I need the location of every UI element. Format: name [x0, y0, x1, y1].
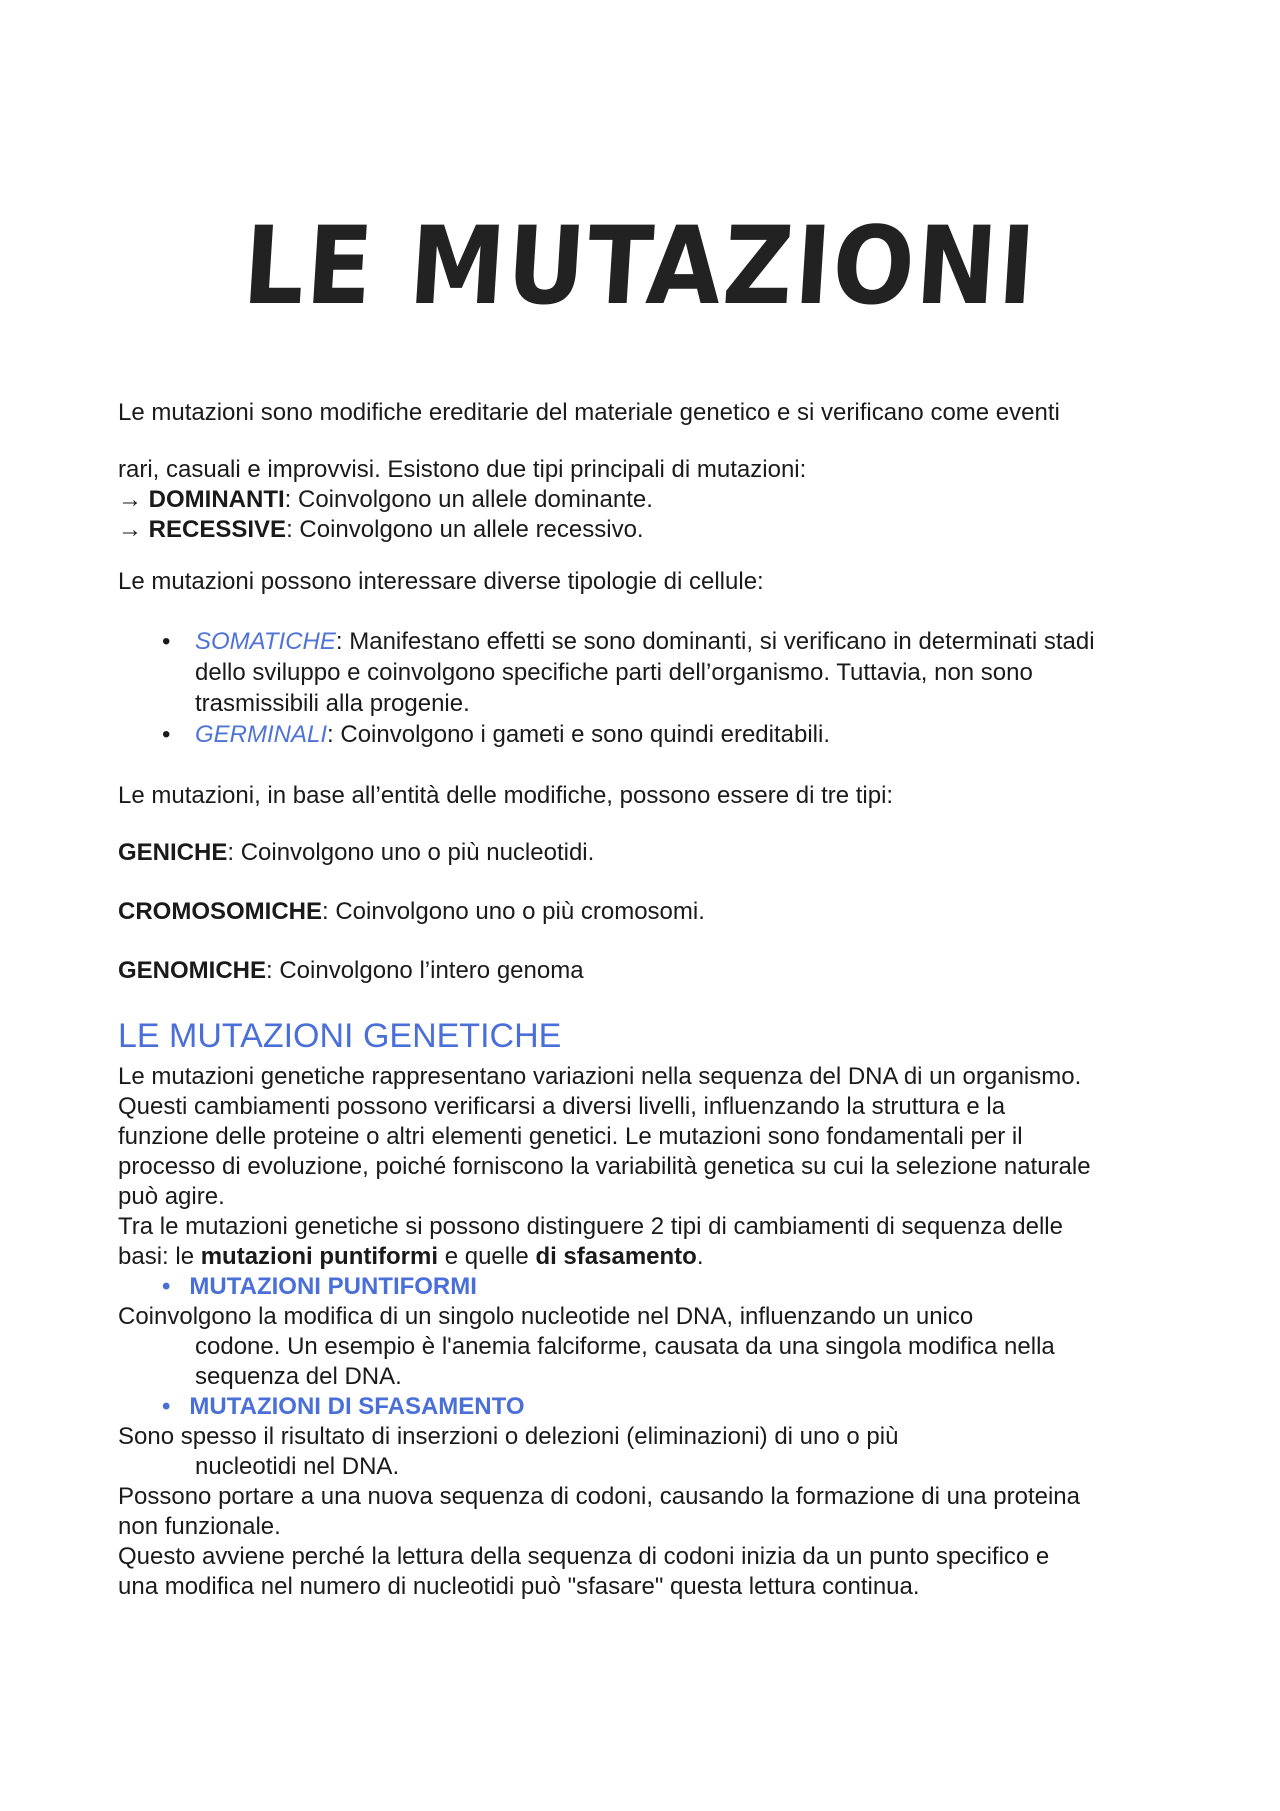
p2-end: . — [696, 1243, 704, 1270]
sfasamento-heading: MUTAZIONI DI SFASAMENTO — [189, 1393, 525, 1420]
type-geniche — [118, 838, 1178, 868]
geniche-text: : Coinvolgono uno o più nucleotidi. — [227, 839, 595, 866]
dominanti-text: : Coinvolgono un allele dominante. — [284, 486, 653, 513]
cells-intro-text: Le mutazioni possono interessare diverse tipologie di cellule: — [118, 568, 764, 595]
genetiche-p1-5: può agire. — [118, 1183, 225, 1210]
types-intro-text: Le mutazioni, in base all’entità delle modifiche, possono essere di tre tipi: — [118, 782, 894, 809]
page-title: LE MUTAZIONI — [239, 203, 1041, 329]
genomiche-label: GENOMICHE — [118, 957, 267, 984]
genomiche-text: : Coinvolgono l’intero genoma — [266, 957, 584, 984]
geniche-label: GENICHE — [118, 839, 228, 866]
arrow-icon: → — [118, 486, 142, 513]
genetiche-p1-4: processo di evoluzione, poiché forniscono la variabilità genetica su cui la selezione naturale — [118, 1153, 1091, 1180]
puntiformi-text-1: Coinvolgono la modifica di un singolo nucleotide nel DNA, influenzando un unico — [118, 1303, 974, 1330]
cells-list — [118, 626, 1178, 750]
genetiche-p1-2: Questi cambiamenti possono verificarsi a diversi livelli, influenzando la struttura e la — [118, 1093, 1006, 1120]
bullet-icon: • — [162, 721, 171, 748]
puntiformi-heading: MUTAZIONI PUNTIFORMI — [189, 1273, 477, 1300]
intro-block — [118, 455, 1178, 545]
somatiche-text-3: trasmissibili alla progenie. — [195, 690, 470, 717]
recessive-text: : Coinvolgono un allele recessivo. — [286, 516, 644, 543]
cromosomiche-label: CROMOSOMICHE — [118, 898, 322, 925]
type-cromosomiche — [118, 897, 1178, 927]
bullet-icon: • — [162, 628, 171, 655]
section-heading-genetiche: LE MUTAZIONI GENETICHE — [118, 1017, 562, 1055]
genetiche-p1-1: Le mutazioni genetiche rappresentano variazioni nella sequenza del DNA di un organismo. — [118, 1063, 1082, 1090]
somatiche-label: SOMATICHE — [195, 628, 336, 655]
p2-pre: basi: le — [118, 1243, 201, 1270]
sfasamento-text-3: Possono portare a una nuova sequenza di codoni, causando la formazione di una proteina — [118, 1483, 1081, 1510]
puntiformi-text-3: sequenza del DNA. — [195, 1363, 402, 1390]
cells-intro — [118, 567, 1178, 597]
sfasamento-text-4: non funzionale. — [118, 1513, 281, 1540]
puntiformi-text-2: codone. Un esempio è l'anemia falciforme, causata da una singola modifica nella — [195, 1333, 1055, 1360]
cromosomiche-text: : Coinvolgono uno o più cromosomi. — [322, 898, 705, 925]
germinali-label: GERMINALI — [195, 721, 328, 748]
intro-line-1 — [118, 398, 1178, 428]
list-item-somatiche — [118, 626, 1178, 719]
dominanti-line — [118, 485, 1178, 515]
sfasamento-text-6: una modifica nel numero di nucleotidi può "sfasare" questa lettura continua. — [118, 1573, 920, 1600]
sfasamento-text-2: nucleotidi nel DNA. — [195, 1453, 400, 1480]
sfasamento-text-5: Questo avviene perché la lettura della sequenza di codoni inizia da un punto specifico e — [118, 1543, 1050, 1570]
genetiche-p1-3: funzione delle proteine o altri elementi genetici. Le mutazioni sono fondamentali per il — [118, 1123, 1023, 1150]
p2-bold-puntiformi: mutazioni puntiformi — [200, 1243, 439, 1270]
genetiche-body — [118, 1062, 1178, 1602]
somatiche-text-2: dello sviluppo e coinvolgono specifiche parti dell’organismo. Tuttavia, non sono — [195, 659, 1033, 686]
recessive-label: RECESSIVE — [148, 516, 287, 543]
dominanti-label: DOMINANTI — [148, 486, 285, 513]
somatiche-text-1: : Manifestano effetti se sono dominanti, si verificano in determinati stadi — [335, 628, 1095, 655]
recessive-line — [118, 515, 1178, 545]
type-genomiche — [118, 956, 1178, 986]
bullet-icon: • — [162, 1273, 171, 1300]
list-item-germinali — [118, 719, 1178, 750]
p2-mid: e quelle — [438, 1243, 536, 1270]
intro-text-1: Le mutazioni sono modifiche ereditarie del materiale genetico e si verificano come eventi — [118, 399, 1060, 426]
germinali-text: : Coinvolgono i gameti e sono quindi ereditabili. — [327, 721, 831, 748]
p2-bold-sfasamento: di sfasamento — [535, 1243, 697, 1270]
bullet-icon: • — [162, 1393, 171, 1420]
genetiche-p2-1: Tra le mutazioni genetiche si possono distinguere 2 tipi di cambiamenti di sequenza delle — [118, 1213, 1063, 1240]
intro-text-2: rari, casuali e improvvisi. Esistono due tipi principali di mutazioni: — [118, 456, 807, 483]
arrow-icon: → — [118, 516, 142, 543]
genetiche-p2-2 — [118, 1242, 1178, 1272]
types-intro — [118, 781, 1178, 811]
sfasamento-text-1: Sono spesso il risultato di inserzioni o delezioni (eliminazioni) di uno o più — [118, 1423, 899, 1450]
subheading-puntiformi — [118, 1272, 1178, 1302]
subheading-sfasamento — [118, 1392, 1178, 1422]
